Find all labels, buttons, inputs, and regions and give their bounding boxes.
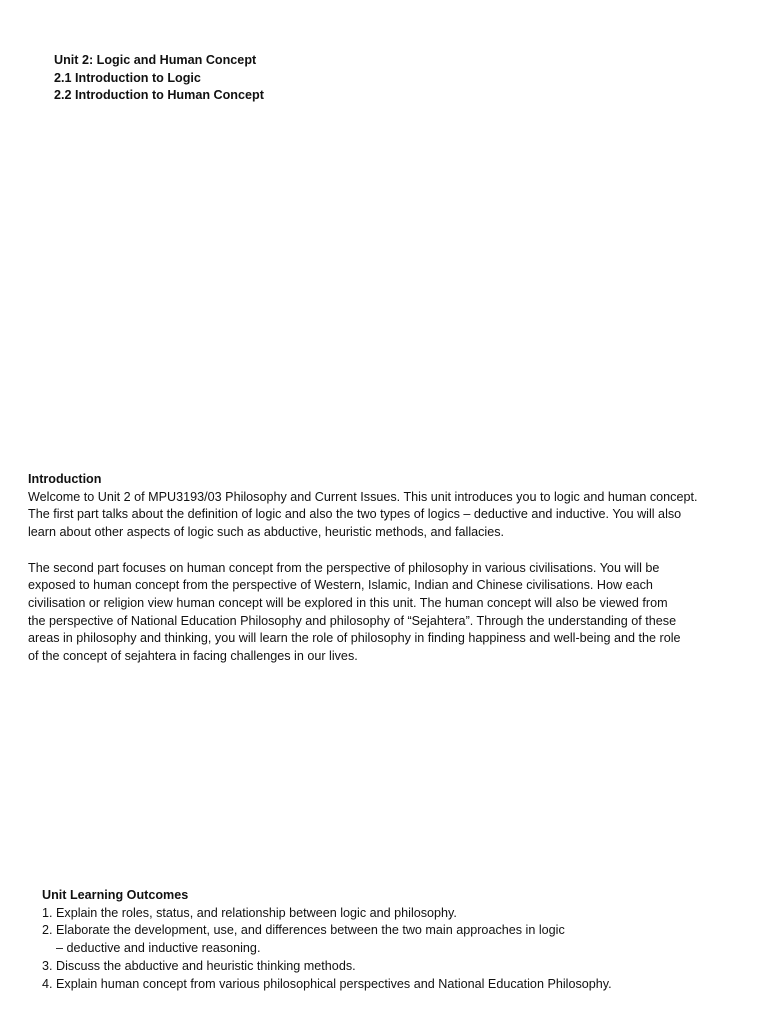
paragraph-line: The first part talks about the definition of logic and also the two types of logics – deductive and inductive. You will also [28,507,682,522]
outcome-item-3: 3. Discuss the abductive and heuristic thinking methods. [42,958,356,973]
outcome-item-2: 2. Elaborate the development, use, and differences between the two main approaches in logic [42,923,565,938]
subsection-2-2: 2.2 Introduction to Human Concept [54,88,264,103]
paragraph-line: Welcome to Unit 2 of MPU3193/03 Philosophy and Current Issues. This unit introduces you to logic and human concept. [28,489,698,504]
paragraph-line: the perspective of National Education Philosophy and philosophy of “Sejahtera”. Through the understanding of these [28,613,677,628]
paragraph-line: civilisation or religion view human concept will be explored in this unit. The human concept will also be viewed from [28,595,668,610]
outcome-item-4: 4. Explain human concept from various philosophical perspectives and National Education Philosophy. [42,976,612,991]
paragraph-spacer [28,542,740,560]
learning-outcomes-heading: Unit Learning Outcomes [42,888,189,902]
learning-outcomes-section [42,887,612,993]
paragraph-line: learn about other aspects of logic such as abductive, heuristic methods, and fallacies. [28,525,505,540]
introduction-paragraph-2 [28,560,740,666]
unit-title: Unit 2: Logic and Human Concept [54,53,257,67]
outcome-item-1: 1. Explain the roles, status, and relationship between logic and philosophy. [42,905,457,920]
subsection-2-1: 2.1 Introduction to Logic [54,70,201,85]
paragraph-line: The second part focuses on human concept from the perspective of philosophy in various civilisations. You will be [28,560,660,575]
paragraph-line: of the concept of sejahtera in facing challenges in our lives. [28,649,358,664]
introduction-paragraph-1 [28,489,740,542]
paragraph-line: exposed to human concept from the perspective of Western, Islamic, Indian and Chinese civilisations. How each [28,578,653,593]
unit-header [54,52,264,105]
introduction-heading: Introduction [28,472,102,486]
outcome-item-2-continuation: – deductive and inductive reasoning. [56,941,261,956]
introduction-section [28,471,740,666]
paragraph-line: areas in philosophy and thinking, you will learn the role of philosophy in finding happiness and well-being and the role [28,631,681,646]
